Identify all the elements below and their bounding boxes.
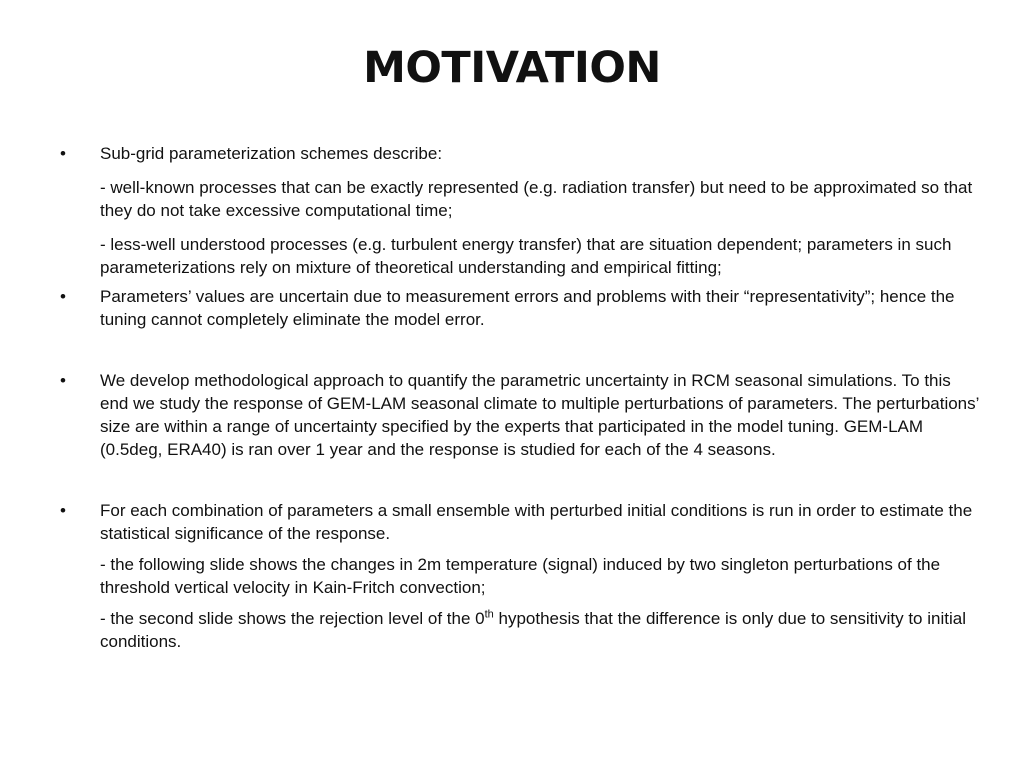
bullet-dot-icon: •: [60, 144, 66, 163]
sub-point-hypothesis: [100, 607, 980, 653]
sub-point: - the following slide shows the changes in 2m temperature (signal) induced by two singleton perturbations of the threshold vertical velocity in Kain-Fritch convection;: [100, 555, 941, 597]
slide-body: [60, 142, 980, 653]
bullet-text: Parameters’ values are uncertain due to measurement errors and problems with their “representativity”; hence the tuning cannot completely eliminate the model error.: [100, 287, 955, 329]
bullet-text: For each combination of parameters a small ensemble with perturbed initial conditions is run in order to estimate the statistical significance of the response.: [100, 501, 973, 543]
sub-point: - less-well understood processes (e.g. turbulent energy transfer) that are situation dependent; parameters in such parameterizations rely on mixture of theoretical understanding and empirical fitting;: [100, 235, 952, 277]
bullet-item: [60, 285, 980, 331]
bullet-item: [60, 142, 980, 279]
bullet-dot-icon: •: [60, 287, 66, 306]
sub-point-text-after: hypothesis that the difference is only due to sensitivity to initial conditions.: [100, 609, 966, 651]
sub-point: - well-known processes that can be exactly represented (e.g. radiation transfer) but need to be approximated so that they do not take excessive computational time;: [100, 178, 973, 220]
sub-point-text-before: - the second slide shows the rejection level of the 0: [100, 609, 485, 628]
bullet-text: We develop methodological approach to quantify the parametric uncertainty in RCM seasonal simulations. To this end we study the response of GEM-LAM seasonal climate to multiple perturbations of parameters. The perturbations’ size are within a range of uncertainty specified by the experts that participated in the model tuning. GEM-LAM (0.5deg, ERA40) is ran over 1 year and the response is studied for each of the 4 seasons.: [100, 371, 979, 459]
bullet-dot-icon: •: [60, 371, 66, 390]
slide-title: MOTIVATION: [363, 43, 661, 93]
bullet-item: [60, 369, 980, 461]
bullet-item: [60, 499, 980, 653]
superscript-th: th: [484, 608, 494, 621]
bullet-text: Sub-grid parameterization schemes describe:: [100, 144, 443, 163]
bullet-dot-icon: •: [60, 501, 66, 520]
